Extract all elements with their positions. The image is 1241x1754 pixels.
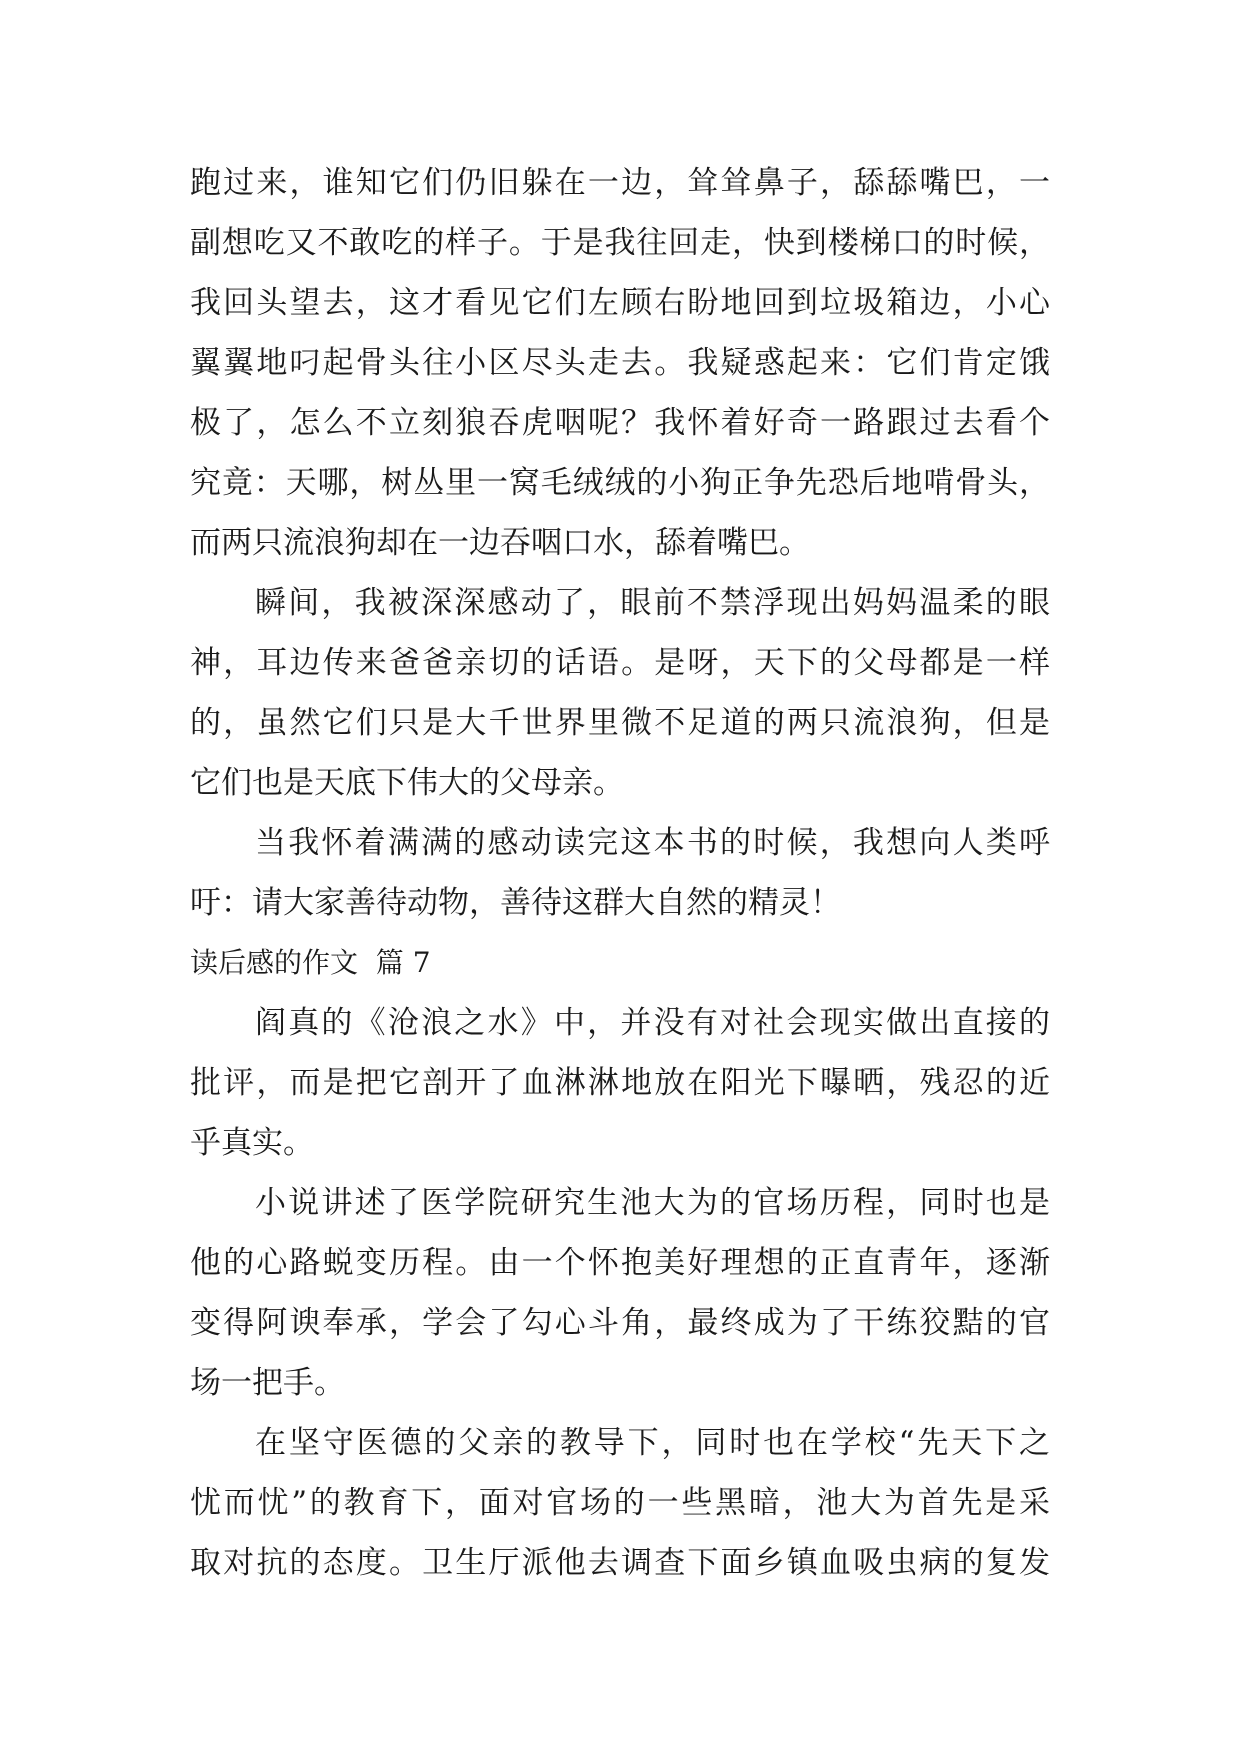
text-line: 神，耳边传来爸爸亲切的话语。是呀，天下的父母都是一样 <box>190 645 1050 681</box>
section-heading: 读后感的作文 篇 7 <box>190 946 431 979</box>
paragraph-first-line: 阎真的《沧浪之水》中，并没有对社会现实做出直接的 <box>255 1005 1050 1041</box>
text-line: 的，虽然它们只是大千世界里微不足道的两只流浪狗，但是 <box>190 705 1050 741</box>
text-line: 跑过来，谁知它们仍旧躲在一边，耸耸鼻子，舔舔嘴巴，一 <box>190 165 1050 201</box>
text-line: 而两只流浪狗却在一边吞咽口水，舔着嘴巴。 <box>190 525 810 561</box>
text-line: 我回头望去，这才看见它们左顾右盼地回到垃圾箱边，小心 <box>190 285 1050 321</box>
text-line: 取对抗的态度。卫生厅派他去调查下面乡镇血吸虫病的复发 <box>190 1545 1050 1581</box>
paragraph-first-line: 小说讲述了医学院研究生池大为的官场历程，同时也是 <box>255 1185 1050 1221</box>
text-line: 吁：请大家善待动物，善待这群大自然的精灵！ <box>190 885 841 921</box>
text-line: 乎真实。 <box>190 1125 314 1161</box>
text-line: 翼翼地叼起骨头往小区尽头走去。我疑惑起来：它们肯定饿 <box>190 345 1050 381</box>
text-line: 它们也是天底下伟大的父母亲。 <box>190 765 624 801</box>
text-line: 变得阿谀奉承，学会了勾心斗角，最终成为了干练狡黠的官 <box>190 1305 1050 1341</box>
text-line: 副想吃又不敢吃的样子。于是我往回走，快到楼梯口的时候， <box>190 225 1050 261</box>
paragraph-first-line: 瞬间，我被深深感动了，眼前不禁浮现出妈妈温柔的眼 <box>255 585 1050 621</box>
paragraph-first-line: 当我怀着满满的感动读完这本书的时候，我想向人类呼 <box>255 825 1050 861</box>
text-line: 忧而忧”的教育下，面对官场的一些黑暗，池大为首先是采 <box>190 1485 1050 1521</box>
text-line: 极了，怎么不立刻狼吞虎咽呢？我怀着好奇一路跟过去看个 <box>190 405 1050 441</box>
text-line: 他的心路蜕变历程。由一个怀抱美好理想的正直青年，逐渐 <box>190 1245 1050 1281</box>
text-line: 场一把手。 <box>190 1365 345 1401</box>
text-line: 批评，而是把它剖开了血淋淋地放在阳光下曝晒，残忍的近 <box>190 1065 1050 1101</box>
text-line: 究竟：天哪，树丛里一窝毛绒绒的小狗正争先恐后地啃骨头， <box>190 465 1050 501</box>
paragraph-first-line: 在坚守医德的父亲的教导下，同时也在学校“先天下之 <box>255 1425 1050 1461</box>
